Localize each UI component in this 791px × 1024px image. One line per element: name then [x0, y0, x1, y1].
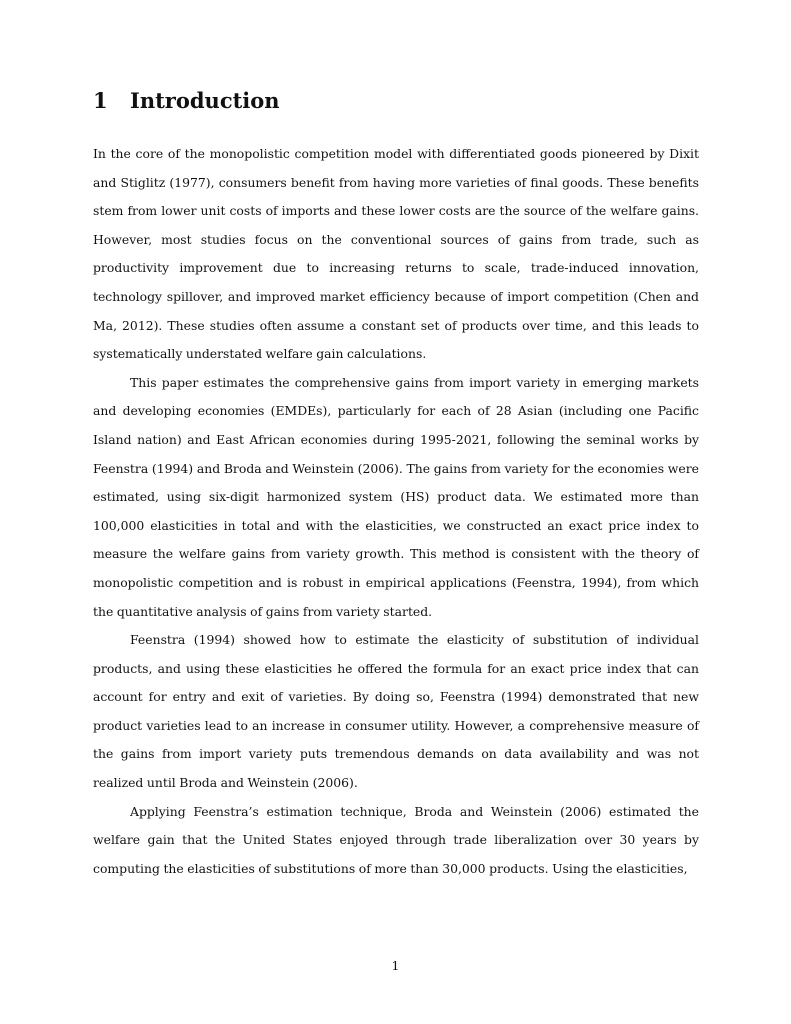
paragraph: In the core of the monopolistic competition model with differentiated goods pioneered by Dixit and Stiglitz (1977), consumers benefit from having more varieties of final goods. These benefits stem from lower unit costs of imports and these lower costs are the source of the welfare gains. However, most studies focus on the conventional sources of gains from trade, such as productivity improvement due to increasing returns to scale, trade-induced innovation, technology spillover, and improved market efficiency because of import competition (Chen and Ma, 2012). These studies often assume a constant set of products over time, and this leads to systematically understated welfare gain calculations. — [93, 146, 699, 362]
section-number: 1 — [93, 88, 108, 113]
page-number: 1 — [391, 958, 400, 973]
paragraph: This paper estimates the comprehensive gains from import variety in emerging markets and developing economies (EMDEs), particularly for each of 28 Asian (including one Pacific Island nation) and East African economies during 1995-2021, following the seminal works by Feenstra (1994) and Broda and Weinstein (2006). The gains from variety for the economies were estimated, using six-digit harmonized system (HS) product data. We estimated more than 100,000 elasticities in total and with the elasticities, we constructed an exact price index to measure the welfare gains from variety growth. This method is consistent with the theory of monopolistic competition and is robust in empirical applications (Feenstra, 1994), from which the quantitative analysis of gains from variety started. — [93, 374, 699, 619]
body-text — [93, 140, 699, 883]
section-title: Introduction — [130, 88, 280, 113]
section-heading — [93, 86, 280, 116]
paragraph: Feenstra (1994) showed how to estimate the elasticity of substitution of individual products, and using these elasticities he offered the formula for an exact price index that can account for entry and exit of varieties. By doing so, Feenstra (1994) demonstrated that new product varieties lead to an increase in consumer utility. However, a comprehensive measure of the gains from import variety puts tremendous demands on data availability and was not realized until Broda and Weinstein (2006). — [93, 632, 699, 791]
paragraph: Applying Feenstra’s estimation technique, Broda and Weinstein (2006) estimated the welfare gain that the United States enjoyed through trade liberalization over 30 years by computing the elasticities of substitutions of more than 30,000 products. Using the elasticities, — [93, 803, 699, 876]
